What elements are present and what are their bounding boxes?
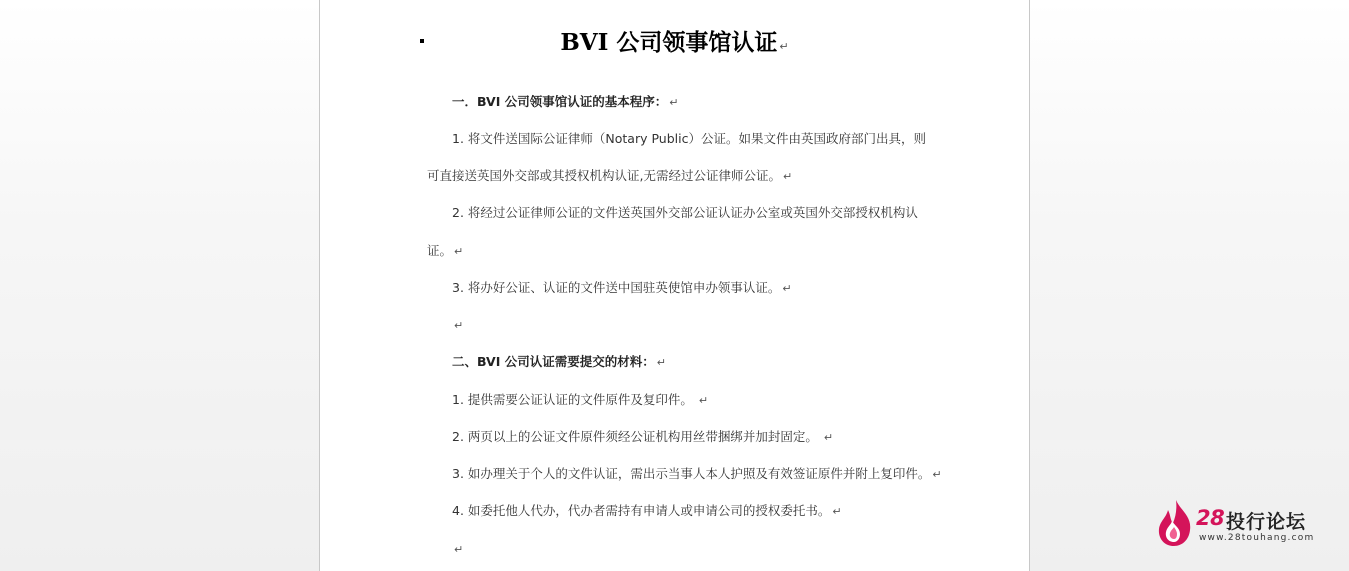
return-mark: ↵ <box>823 431 834 444</box>
section1-item1-line2-text: 可直接送英国外交部或其授权机构认证,无需经过公证律师公证。 <box>427 168 781 183</box>
return-mark: ↵ <box>656 356 666 369</box>
section2-item2-text: 2. 两页以上的公证文件原件须经公证机构用丝带捆绑并加封固定。 <box>452 429 822 444</box>
document-page <box>319 0 1030 571</box>
return-mark: ↵ <box>782 282 792 295</box>
section1-item2-line1-text: 2. 将经过公证律师公证的文件送英国外交部公证认证办公室或英国外交部授权机构认 <box>452 205 918 220</box>
section2-item4-text: 4. 如委托他人代办，代办者需持有申请人或申请公司的授权委托书。 <box>452 503 831 518</box>
section1-item2-line2[interactable] <box>427 242 463 261</box>
section1-item3[interactable] <box>452 279 792 298</box>
return-mark: ↵ <box>454 245 464 258</box>
empty-paragraph[interactable] <box>452 540 463 559</box>
return-mark: ↵ <box>779 40 789 53</box>
return-mark: ↵ <box>454 543 464 556</box>
document-title-text: BVI 公司领事馆认证 <box>560 29 778 56</box>
section1-heading[interactable] <box>452 93 678 112</box>
watermark-name: 投行论坛 <box>1226 511 1307 533</box>
section1-item2-line2-text: 证。 <box>427 243 453 258</box>
watermark-logo <box>1156 498 1326 548</box>
section1-item2-line1[interactable] <box>452 204 918 222</box>
section1-item1-line2[interactable] <box>427 167 792 186</box>
section2-heading[interactable] <box>452 353 666 372</box>
section2-heading-text: 二、BVI 公司认证需要提交的材料： <box>452 354 655 369</box>
return-mark: ↵ <box>782 170 793 183</box>
watermark-url: www.28touhang.com <box>1199 533 1315 543</box>
section1-item3-text: 3. 将办好公证、认证的文件送中国驻英使馆申办领事认证。 <box>452 280 781 295</box>
section2-item2[interactable] <box>452 428 833 447</box>
return-mark: ↵ <box>932 468 942 481</box>
section2-item1-text: 1. 提供需要公证认证的文件原件及复印件。 <box>452 392 697 407</box>
document-title[interactable] <box>320 24 1029 57</box>
flame-icon <box>1156 498 1196 548</box>
return-mark: ↵ <box>454 319 464 332</box>
section2-item3-text: 3. 如办理关于个人的文件认证，需出示当事人本人护照及有效签证原件并附上复印件。 <box>452 466 931 481</box>
empty-paragraph[interactable] <box>452 316 463 335</box>
section1-item1-line1-text: 1. 将文件送国际公证律师（Notary Public）公证。如果文件由英国政府部门出具，则 <box>452 131 926 146</box>
section1-heading-text: 一．BVI 公司领事馆认证的基本程序： <box>452 94 668 109</box>
return-mark: ↵ <box>698 394 709 407</box>
section2-item3[interactable] <box>452 465 942 484</box>
return-mark: ↵ <box>832 505 842 518</box>
section2-item1[interactable] <box>452 391 708 410</box>
return-mark: ↵ <box>669 96 679 109</box>
section1-item1-line1[interactable] <box>452 130 926 148</box>
section2-item4[interactable] <box>452 502 842 521</box>
watermark-number: 28 <box>1196 506 1225 530</box>
